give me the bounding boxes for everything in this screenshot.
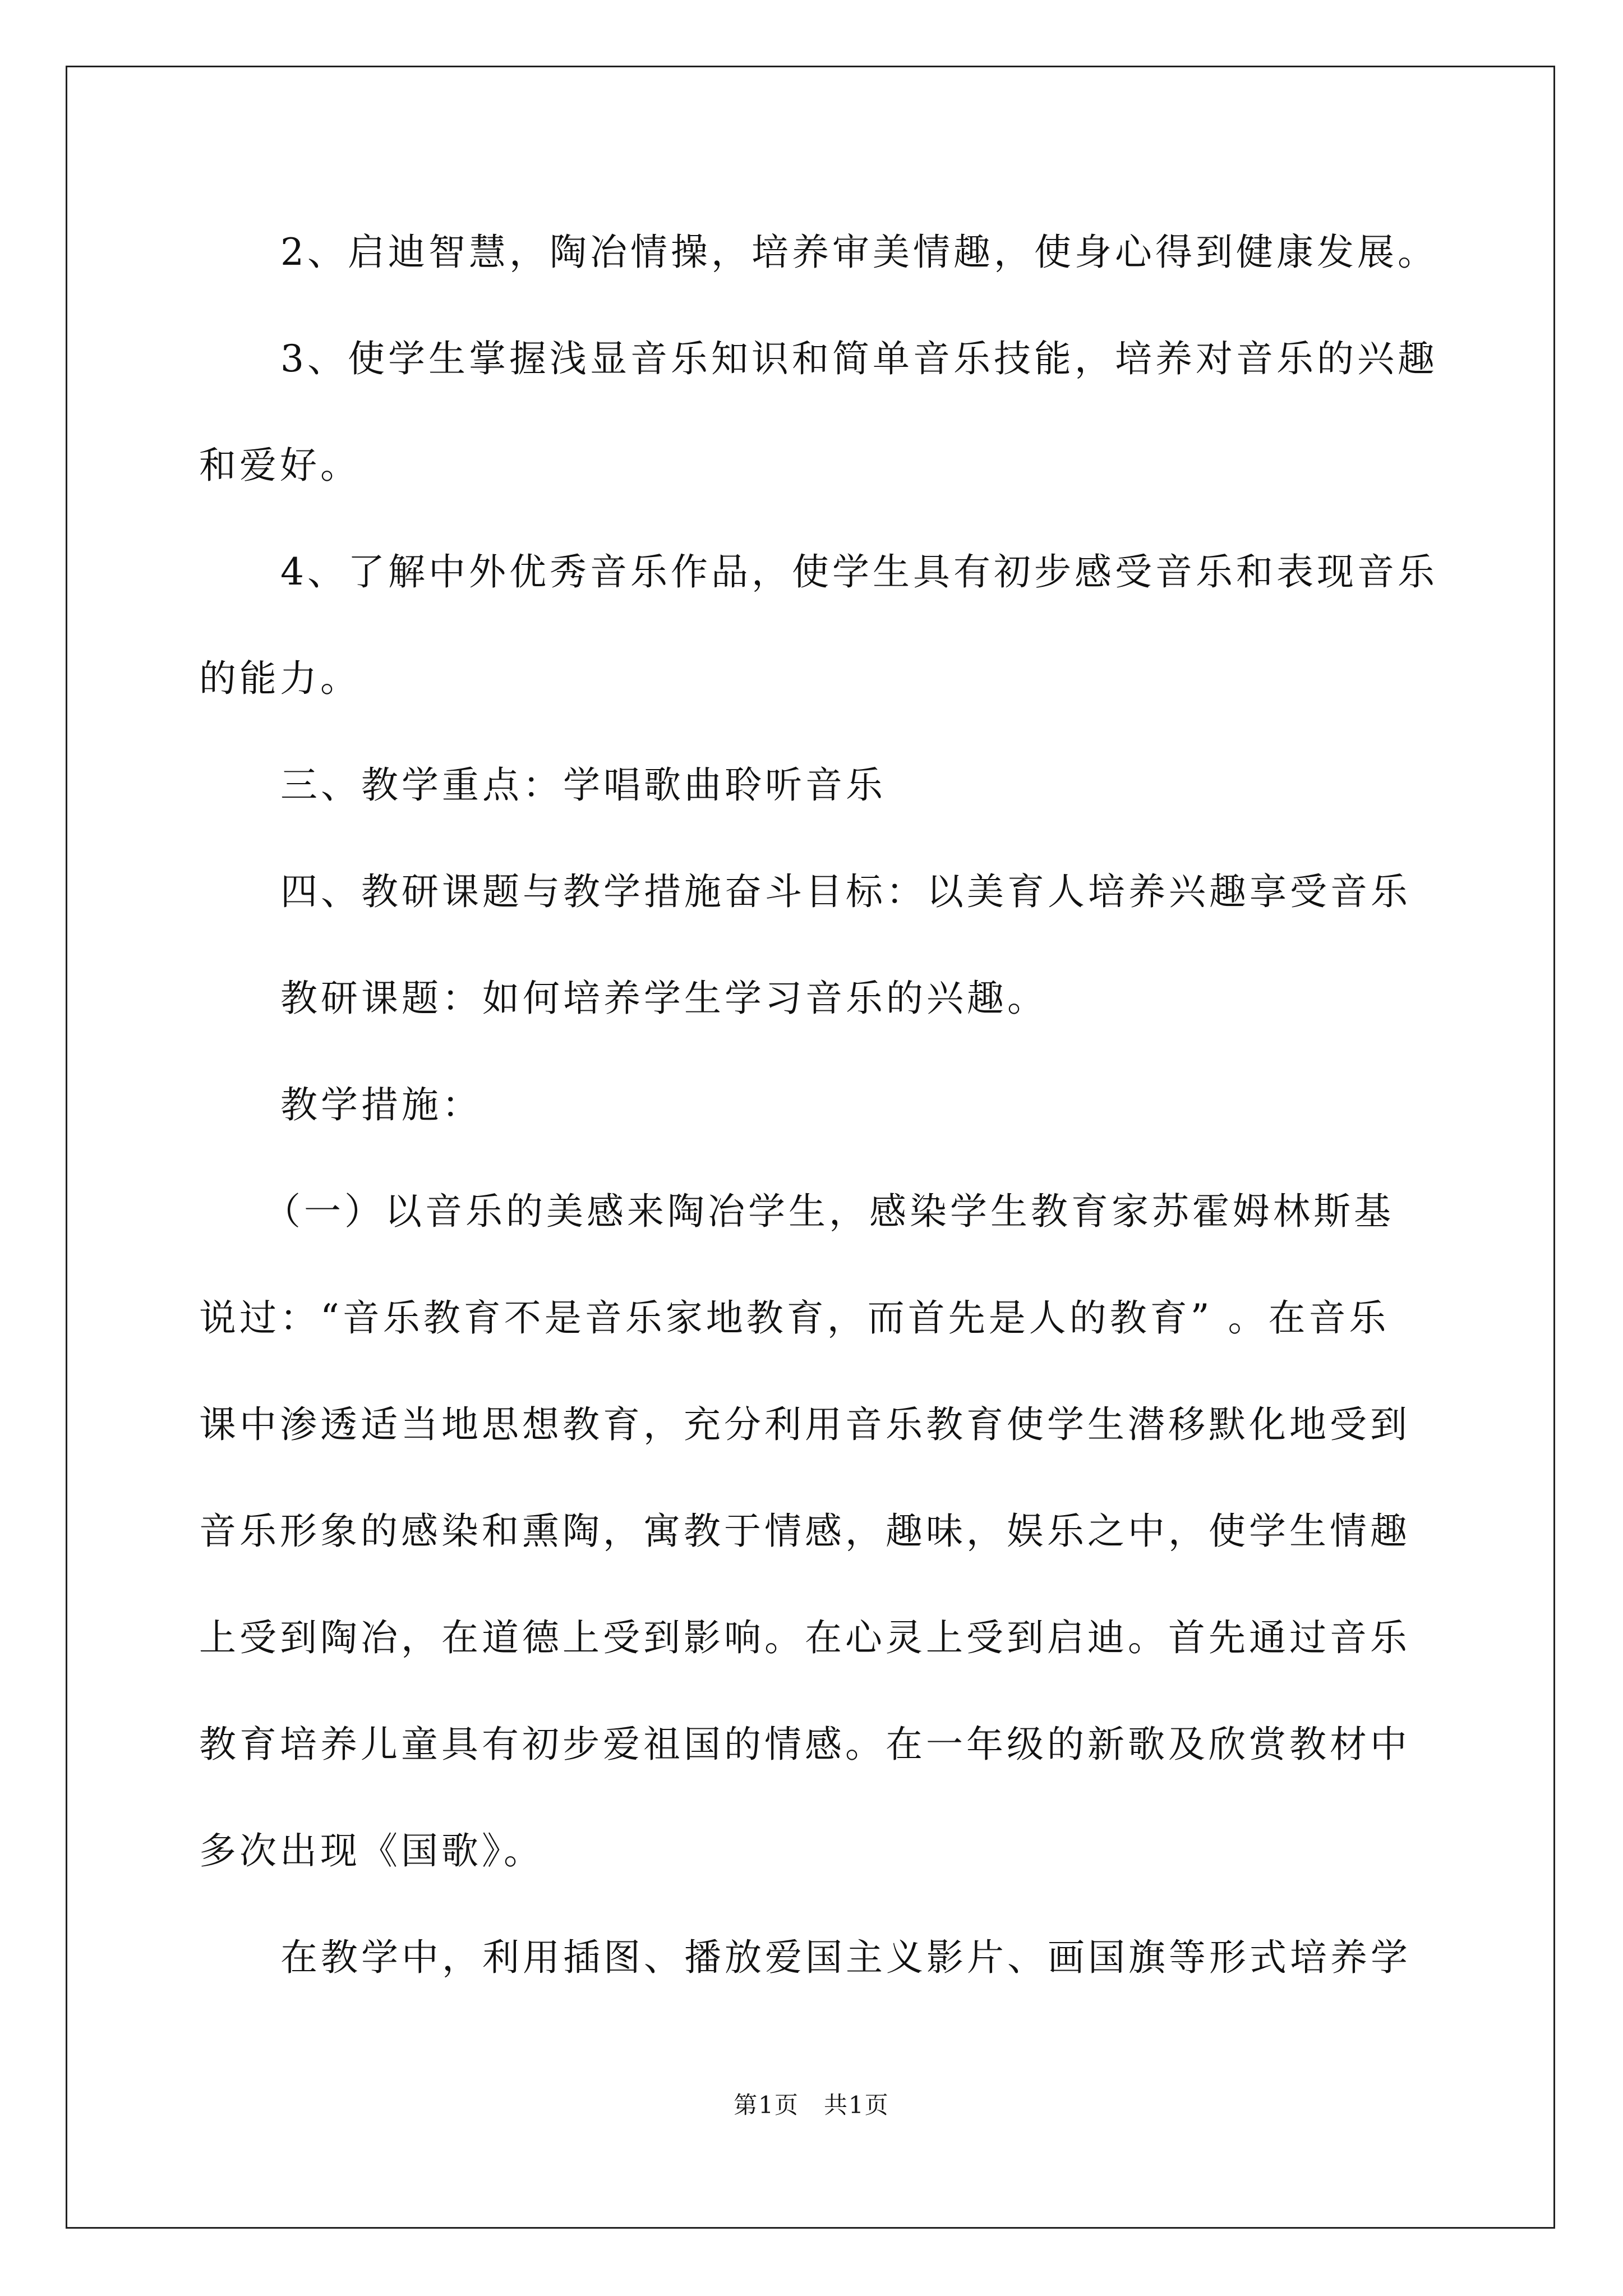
text-line: 2、启迪智慧，陶冶情操，培养审美情趣，使身心得到健康发展。 — [280, 231, 1438, 274]
page-border — [66, 66, 1555, 2229]
section-heading: 三、教学重点：学唱歌曲聆听音乐 — [280, 763, 886, 807]
text-line: 3、使学生掌握浅显音乐知识和简单音乐技能，培养对音乐的兴趣 — [280, 337, 1438, 380]
text-line: 音乐形象的感染和熏陶，寓教于情感，趣味，娱乐之中，使学生情趣 — [199, 1510, 1410, 1553]
text-line: 教学措施： — [280, 1083, 482, 1126]
text-line: 在教学中，利用插图、播放爱国主义影片、画国旗等形式培养学 — [280, 1936, 1411, 1979]
text-line: 多次出现《国歌》。 — [199, 1829, 544, 1872]
text-line: （一）以音乐的美感来陶冶学生，感染学生教育家苏霍姆林斯基 — [264, 1190, 1394, 1233]
text-line: 课中渗透适当地思想教育，充分利用音乐教育使学生潜移默化地受到 — [199, 1403, 1410, 1446]
text-line: 的能力。 — [199, 657, 361, 700]
text-line: 说过：“音乐教育不是音乐家地教育，而首先是人的教育” 。在音乐 — [199, 1296, 1390, 1340]
page-footer: 第1页 共1页 — [734, 2091, 889, 2119]
text-line: 教育培养儿童具有初步爱祖国的情感。在一年级的新歌及欣赏教材中 — [199, 1723, 1410, 1766]
text-line: 和爱好。 — [199, 444, 361, 487]
text-line: 上受到陶冶，在道德上受到影响。在心灵上受到启迪。首先通过音乐 — [199, 1616, 1410, 1659]
text-line: 4、了解中外优秀音乐作品，使学生具有初步感受音乐和表现音乐 — [280, 550, 1438, 593]
section-heading: 四、教研课题与教学措施奋斗目标：以美育人培养兴趣享受音乐 — [280, 870, 1411, 913]
text-line: 教研课题：如何培养学生学习音乐的兴趣。 — [280, 977, 1048, 1020]
